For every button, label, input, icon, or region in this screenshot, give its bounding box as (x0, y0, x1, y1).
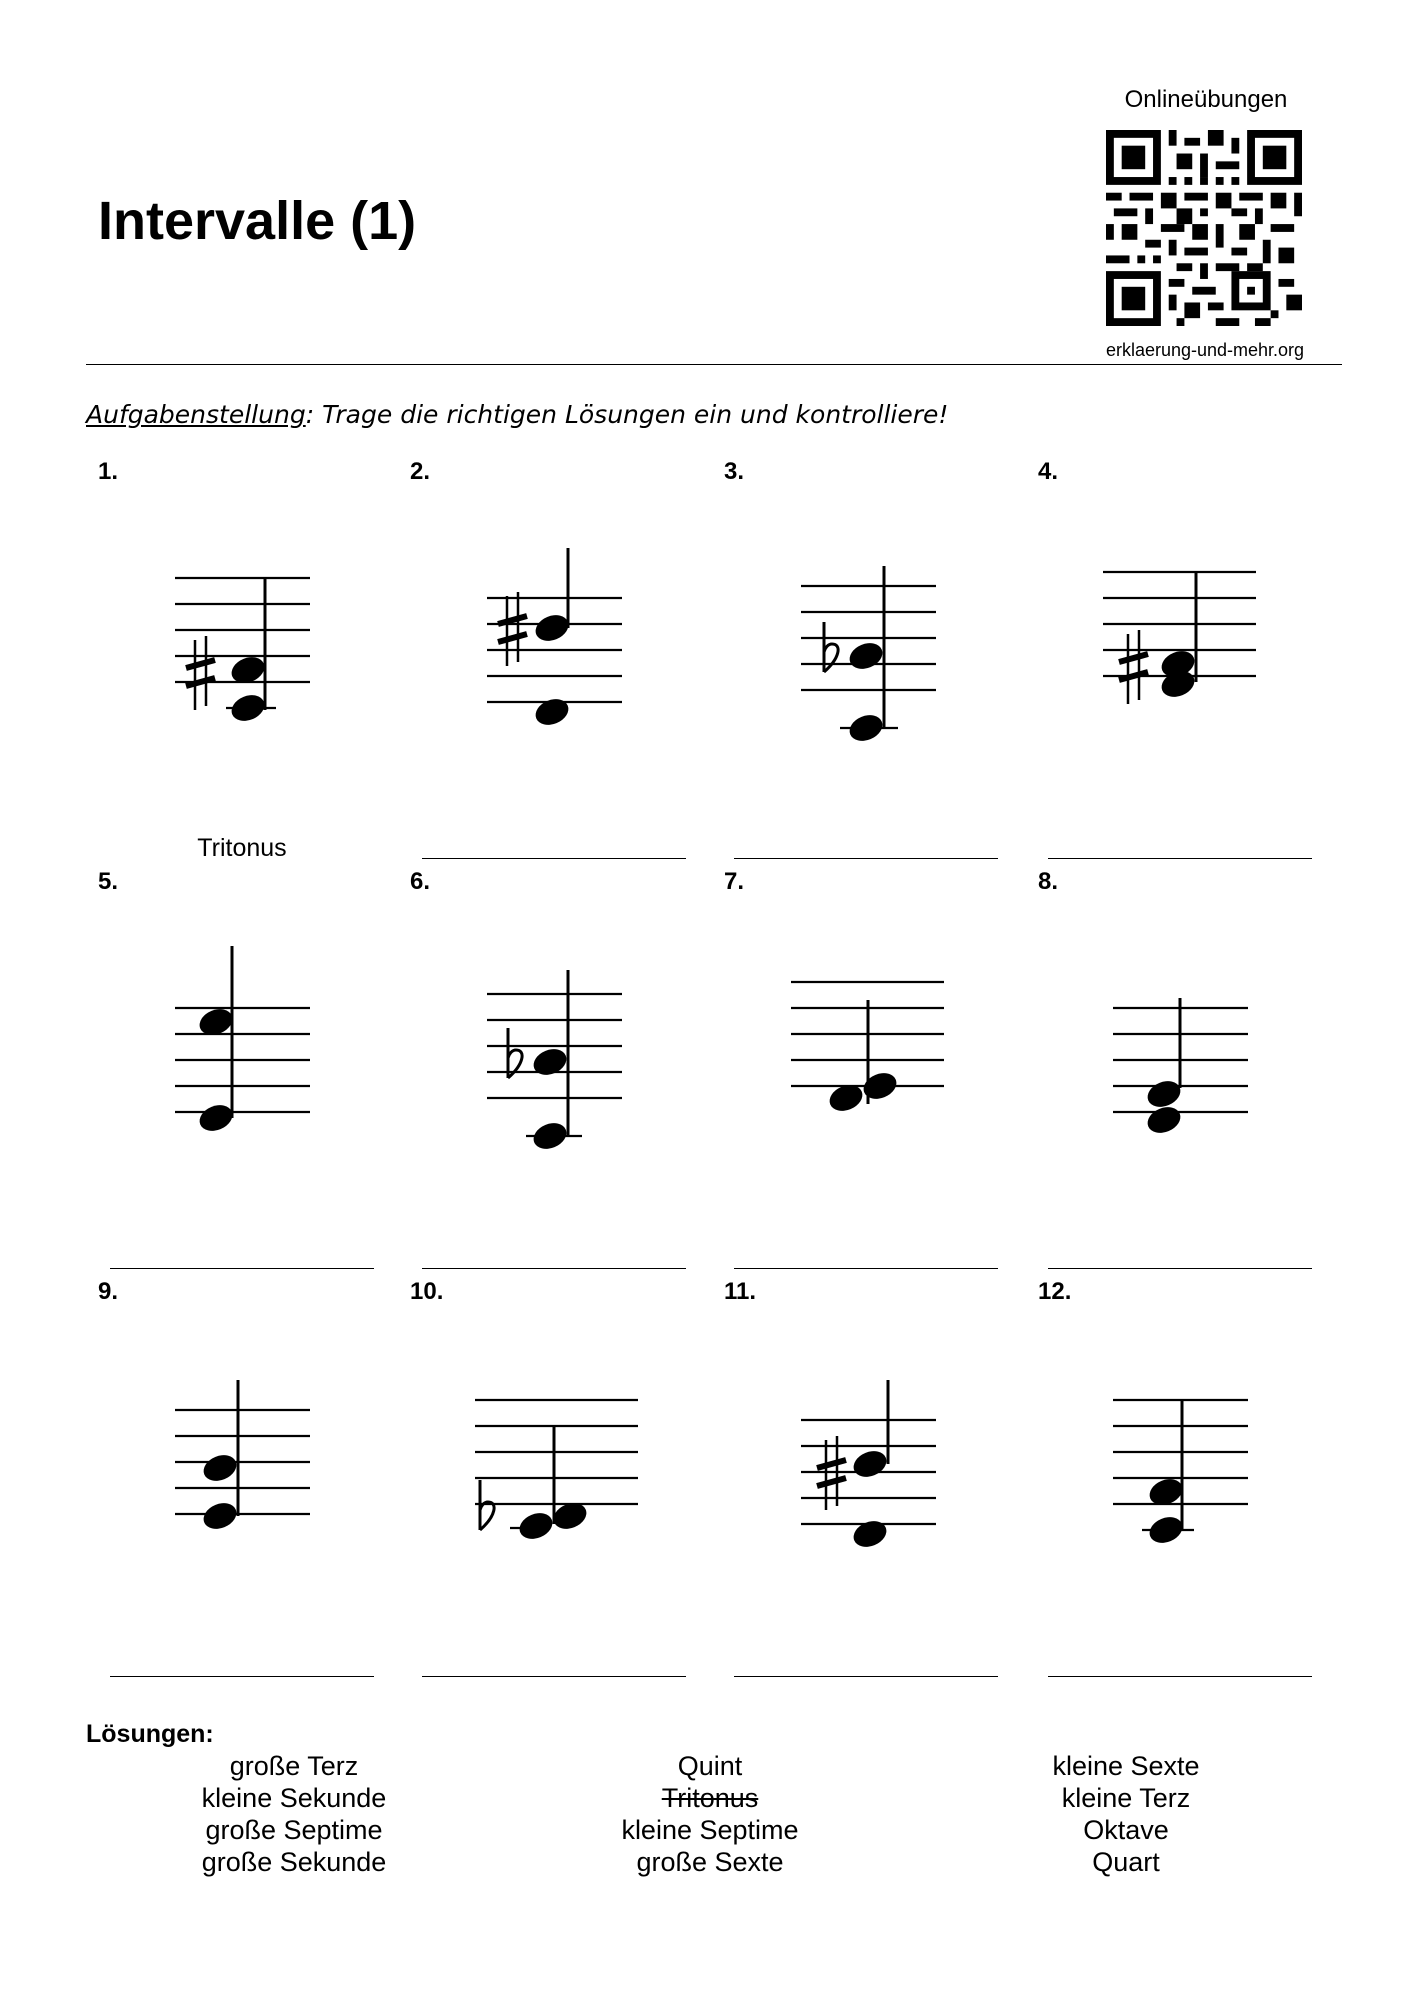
note-head (532, 695, 573, 730)
note-head (846, 639, 887, 674)
exercise-number: 12. (1038, 1278, 1072, 1305)
sharp-icon (186, 636, 215, 710)
exercise-number: 9. (98, 1278, 119, 1305)
music-staff-1 (170, 560, 320, 740)
solution-item: Quint (677, 1751, 743, 1781)
note-head (846, 711, 887, 746)
solution-item-used: Tritonus (661, 1783, 759, 1813)
music-staff-10 (470, 1380, 650, 1560)
note-head (532, 611, 573, 646)
answer-field-11[interactable] (734, 1676, 998, 1677)
exercise-number: 1. (98, 458, 119, 485)
note-head (850, 1447, 891, 1482)
solution-item: kleine Septime (621, 1815, 799, 1845)
solution-item: große Septime (205, 1815, 383, 1845)
note-head (228, 691, 269, 726)
solutions-column-2 (530, 1750, 890, 1878)
solution-item: kleine Sexte (1052, 1751, 1200, 1781)
answer-field-4[interactable] (1048, 858, 1312, 859)
answer-field-3[interactable] (734, 858, 998, 859)
exercise-number: 11. (724, 1278, 757, 1305)
music-staff-5 (170, 940, 320, 1140)
solutions-heading: Lösungen: (86, 1720, 214, 1748)
music-staff-9 (170, 1380, 320, 1550)
instruction-text: : Trage die richtigen Lösungen ein und kontrolliere! (305, 400, 949, 429)
music-staff-8 (1108, 990, 1258, 1140)
exercise-number: 5. (98, 868, 119, 895)
exercise-number: 4. (1038, 458, 1059, 485)
solution-item: kleine Sekunde (201, 1783, 387, 1813)
instruction-label: Aufgabenstellung (86, 400, 306, 429)
exercise-number: 3. (724, 458, 745, 485)
answer-field-7[interactable] (734, 1268, 998, 1269)
note-head (850, 1517, 891, 1552)
note-head (200, 1451, 241, 1486)
online-exercises-label: Onlineübungen (1124, 86, 1288, 113)
music-staff-4 (1098, 560, 1268, 730)
solution-item: große Sexte (636, 1847, 784, 1877)
page-title: Intervalle (1) (98, 191, 417, 251)
answer-field-12[interactable] (1048, 1676, 1312, 1677)
note-head (516, 1509, 557, 1544)
solutions-column-1 (114, 1750, 474, 1878)
solutions-column-3 (946, 1750, 1306, 1878)
solution-item: Quart (1092, 1847, 1160, 1877)
note-head (196, 1101, 237, 1136)
exercise-number: 8. (1038, 868, 1059, 895)
exercise-number: 7. (724, 868, 745, 895)
instruction (86, 400, 948, 429)
note-head (1144, 1103, 1185, 1138)
note-head (1146, 1513, 1187, 1548)
exercise-number: 2. (410, 458, 431, 485)
solution-item: große Terz (229, 1751, 359, 1781)
answer-field-8[interactable] (1048, 1268, 1312, 1269)
exercise-number: 10. (410, 1278, 444, 1305)
music-staff-7 (786, 970, 956, 1140)
site-url[interactable]: erklaerung-und-mehr.org (1105, 340, 1305, 360)
sharp-icon (1119, 630, 1148, 704)
solution-item: kleine Terz (1061, 1783, 1191, 1813)
sharp-icon (498, 592, 527, 666)
note-head (530, 1045, 571, 1080)
note-head (200, 1499, 241, 1534)
answer-field-5[interactable] (110, 1268, 374, 1269)
solution-item: große Sekunde (201, 1847, 387, 1877)
exercise-number: 6. (410, 868, 431, 895)
note-head (1144, 1077, 1185, 1112)
answer-field-9[interactable] (110, 1676, 374, 1677)
music-staff-2 (482, 540, 632, 740)
answer-field-10[interactable] (422, 1676, 686, 1677)
answer-field-6[interactable] (422, 1268, 686, 1269)
answer-field-2[interactable] (422, 858, 686, 859)
music-staff-11 (796, 1380, 946, 1560)
music-staff-3 (796, 560, 946, 750)
music-staff-6 (482, 960, 632, 1160)
music-staff-12 (1108, 1380, 1258, 1560)
answer-text-1: Tritonus (197, 834, 287, 862)
note-head (530, 1119, 571, 1154)
qr-code-icon[interactable] (1106, 130, 1302, 326)
flat-icon (508, 1028, 522, 1078)
note-head (860, 1069, 901, 1104)
header-divider (86, 364, 1342, 365)
solution-item: Oktave (1083, 1815, 1169, 1845)
